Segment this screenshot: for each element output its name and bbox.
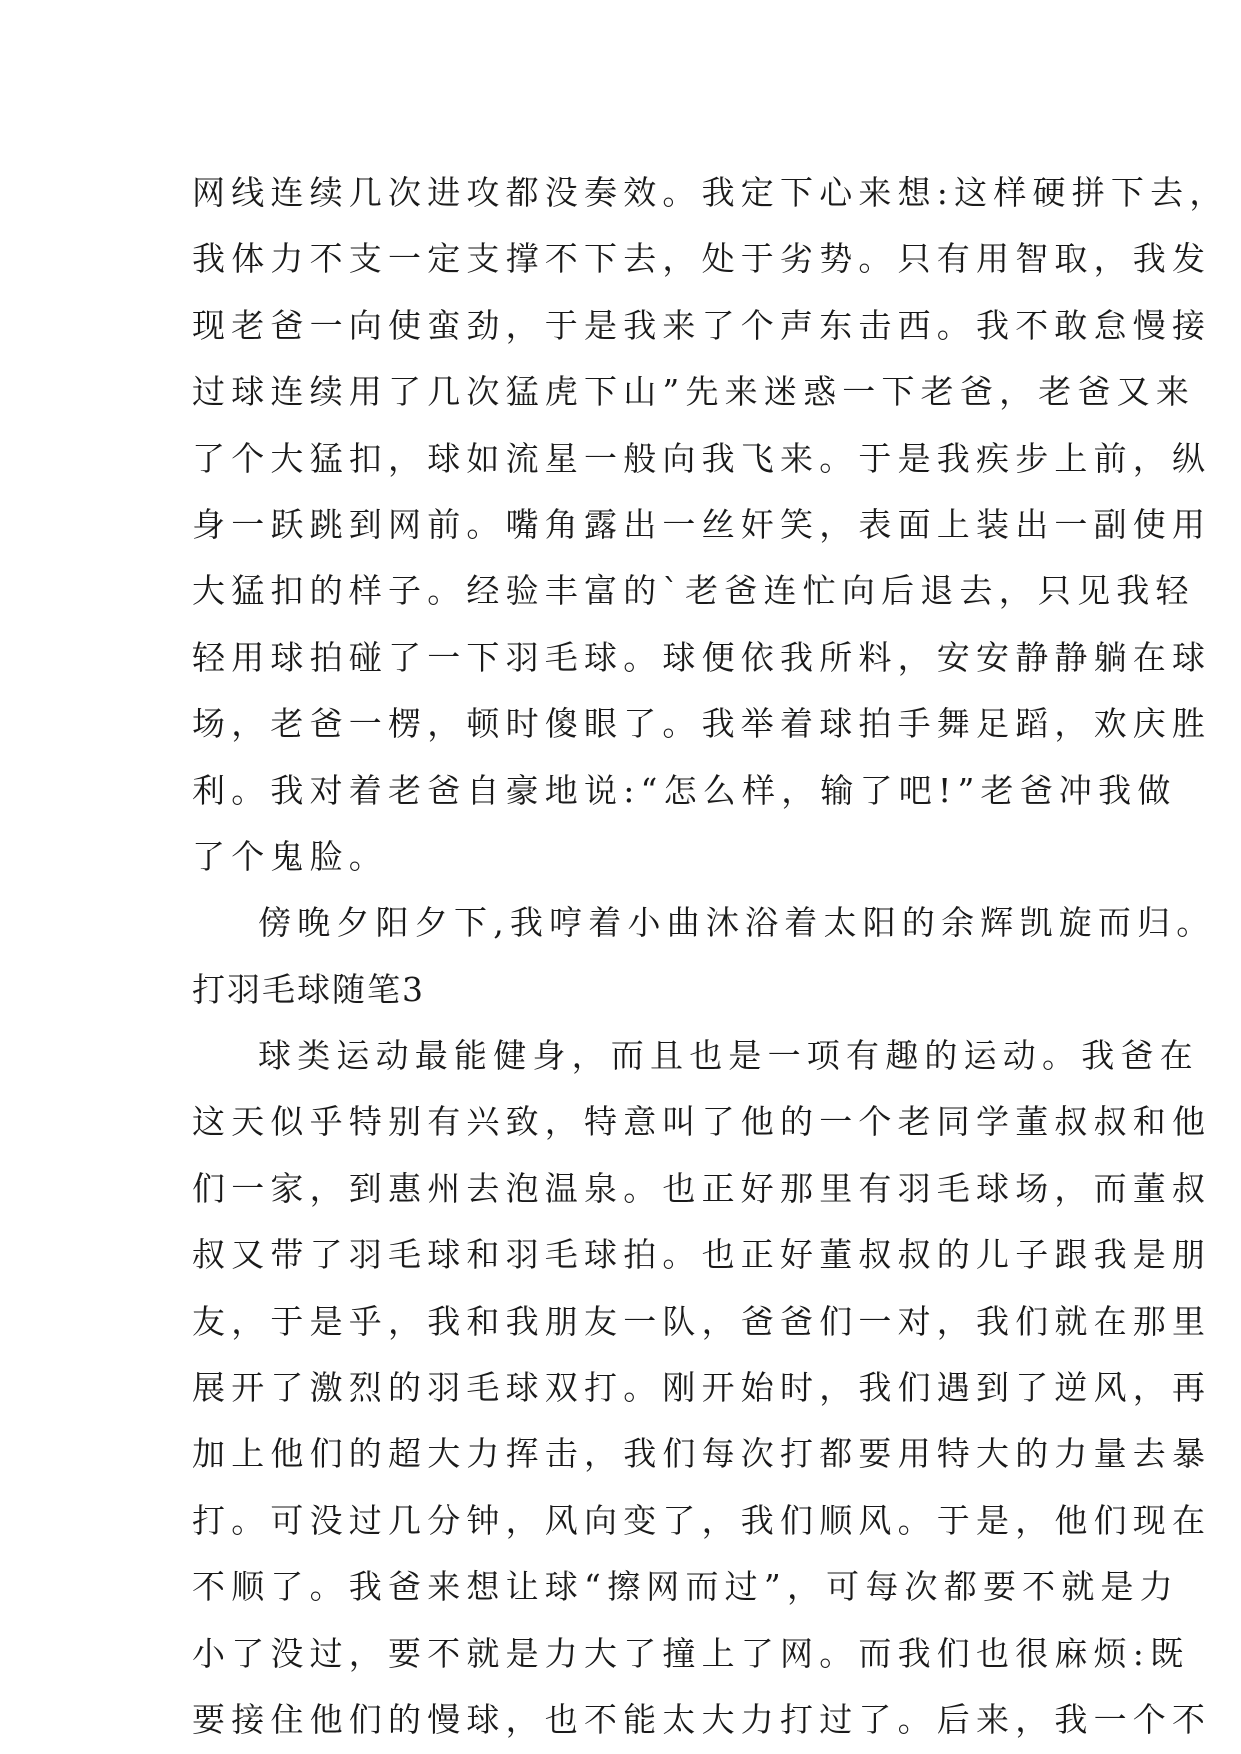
text-line: 加上他们的超大力挥击，我们每次打都要用特大的力量去暴 [192,1434,1212,1474]
text-line: 了个大猛扣，球如流星一般向我飞来。于是我疾步上前，纵 [192,438,1212,478]
text-line: 利。我对着老爸自豪地说:“怎么样，输了吧!”老爸冲我做 [192,770,1177,810]
paragraph-evening [192,890,1216,956]
paragraph-continuation [192,160,1229,890]
text-line: 过球连续用了几次猛虎下山”先来迷惑一下老爸，老爸又来 [192,372,1196,412]
text-line: 友，于是乎，我和我朋友一队，爸爸们一对，我们就在那里 [192,1301,1212,1341]
text-line: 要接住他们的慢球，也不能太大力打过了。后来，我一个不 [192,1699,1212,1739]
text-line: 场，老爸一楞，顿时傻眼了。我举着球拍手舞足蹈，欢庆胜 [192,704,1212,744]
text-line: 大猛扣的样子。经验丰富的`老爸连忙向后退去，只见我轻 [192,571,1195,611]
text-line: 打。可没过几分钟，风向变了，我们顺风。于是，他们现在 [192,1500,1212,1540]
text-line: 傍晚夕阳夕下,我哼着小曲沐浴着太阳的余辉凯旋而归。 [258,903,1216,943]
text-line: 展开了激烈的羽毛球双打。刚开始时，我们遇到了逆风，再 [192,1368,1212,1408]
document-page [192,160,1229,1753]
text-line: 现老爸一向使蛮劲，于是我来了个声东击西。我不敢怠慢接 [192,305,1212,345]
text-line: 身一跃跳到网前。嘴角露出一丝奸笑，表面上装出一副使用 [192,504,1212,544]
text-line: 小了没过，要不就是力大了撞上了网。而我们也很麻烦:既 [192,1633,1190,1673]
text-line: 不顺了。我爸来想让球“擦网而过”，可每次都要不就是力 [192,1567,1179,1607]
text-line: 我体力不支一定支撑不下去，处于劣势。只有用智取，我发 [192,239,1212,279]
text-line: 们一家，到惠州去泡温泉。也正好那里有羽毛球场，而董叔 [192,1168,1212,1208]
paragraph-essay-3 [192,1023,1212,1753]
text-line: 球类运动最能健身，而且也是一项有趣的运动。我爸在 [258,1036,1199,1076]
section-heading [192,957,1054,1023]
heading-text: 打羽毛球随笔3 [192,969,425,1009]
text-line: 这天似乎特别有兴致，特意叫了他的一个老同学董叔叔和他 [192,1102,1212,1142]
text-line: 轻用球拍碰了一下羽毛球。球便依我所料，安安静静躺在球 [192,637,1212,677]
text-line: 网线连续几次进攻都没奏效。我定下心来想:这样硬拼下去， [192,173,1229,212]
text-line: 了个鬼脸。 [192,836,388,876]
text-line: 叔又带了羽毛球和羽毛球拍。也正好董叔叔的儿子跟我是朋 [192,1235,1212,1275]
